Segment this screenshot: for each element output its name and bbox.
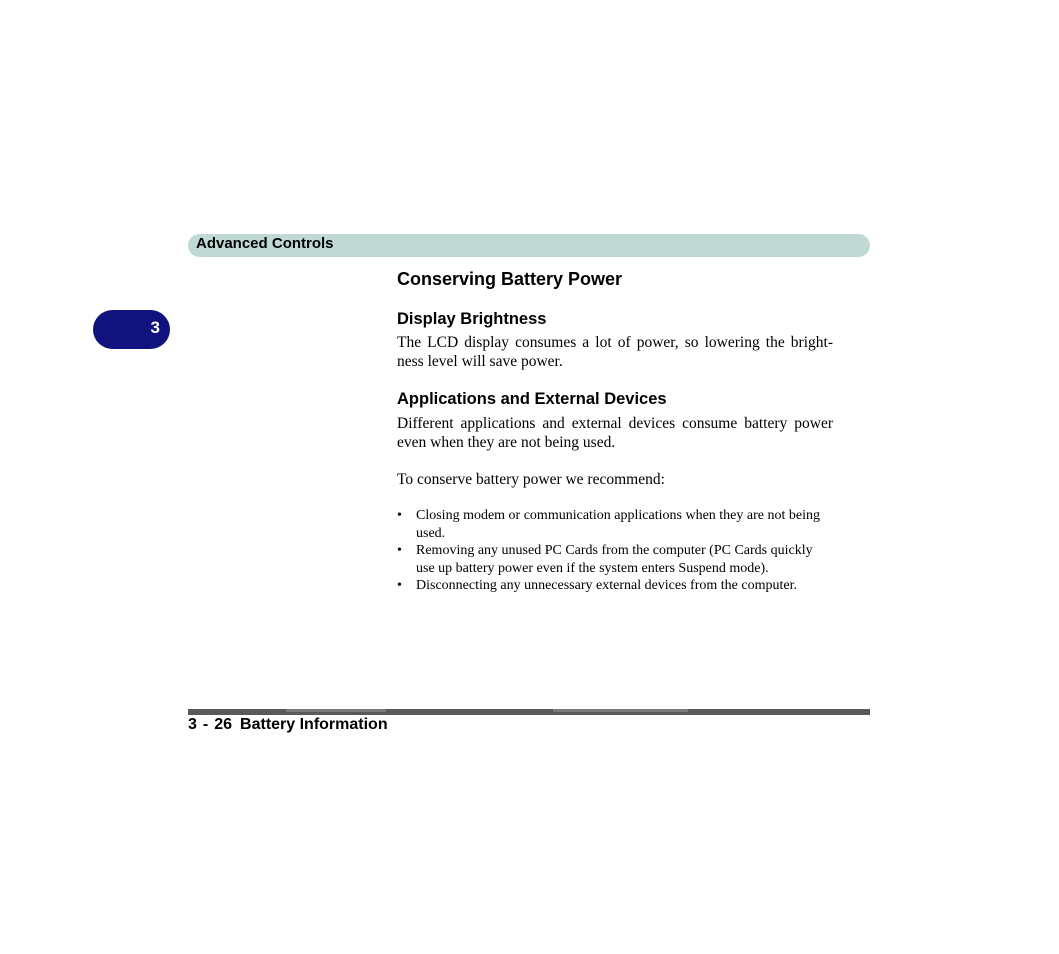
footer-rule-segment <box>286 709 386 712</box>
list-item-text: Closing modem or communication applications when they are not being used. <box>416 508 820 541</box>
recommendation-list <box>397 507 833 595</box>
applications-heading: Applications and External Devices <box>397 390 667 408</box>
footer-chapter: 3 <box>188 716 197 733</box>
section-header-bar <box>188 234 870 257</box>
footer-section-title: Battery Information <box>240 716 388 733</box>
display-brightness-text: The LCD display consumes a lot of power, so lowering the bright-ness level will save power. <box>397 334 833 370</box>
footer-page-number: 26 <box>214 716 233 733</box>
list-item-text: Removing any unused PC Cards from the computer (PC Cards quickly use up battery power even if the system enters Suspend mode). <box>416 543 813 576</box>
footer-rule-segment <box>553 709 688 712</box>
bullet-icon: • <box>397 578 402 593</box>
list-item <box>397 577 833 595</box>
footer-separator: - <box>202 716 209 733</box>
applications-text: Different applications and external devices consume battery power even when they are not being used. <box>397 415 833 451</box>
recommend-text: To conserve battery power we recommend: <box>397 471 665 488</box>
list-item <box>397 507 833 542</box>
list-item-text: Disconnecting any unnecessary external devices from the computer. <box>416 578 797 593</box>
page-footer <box>188 715 388 735</box>
bullet-icon: • <box>397 508 402 523</box>
section-header-title: Advanced Controls <box>196 235 334 252</box>
chapter-tab-number: 3 <box>150 318 160 337</box>
list-item <box>397 542 833 577</box>
chapter-tab <box>93 310 170 349</box>
bullet-icon: • <box>397 543 402 558</box>
page-title: Conserving Battery Power <box>397 269 623 289</box>
display-brightness-heading: Display Brightness <box>397 310 547 328</box>
